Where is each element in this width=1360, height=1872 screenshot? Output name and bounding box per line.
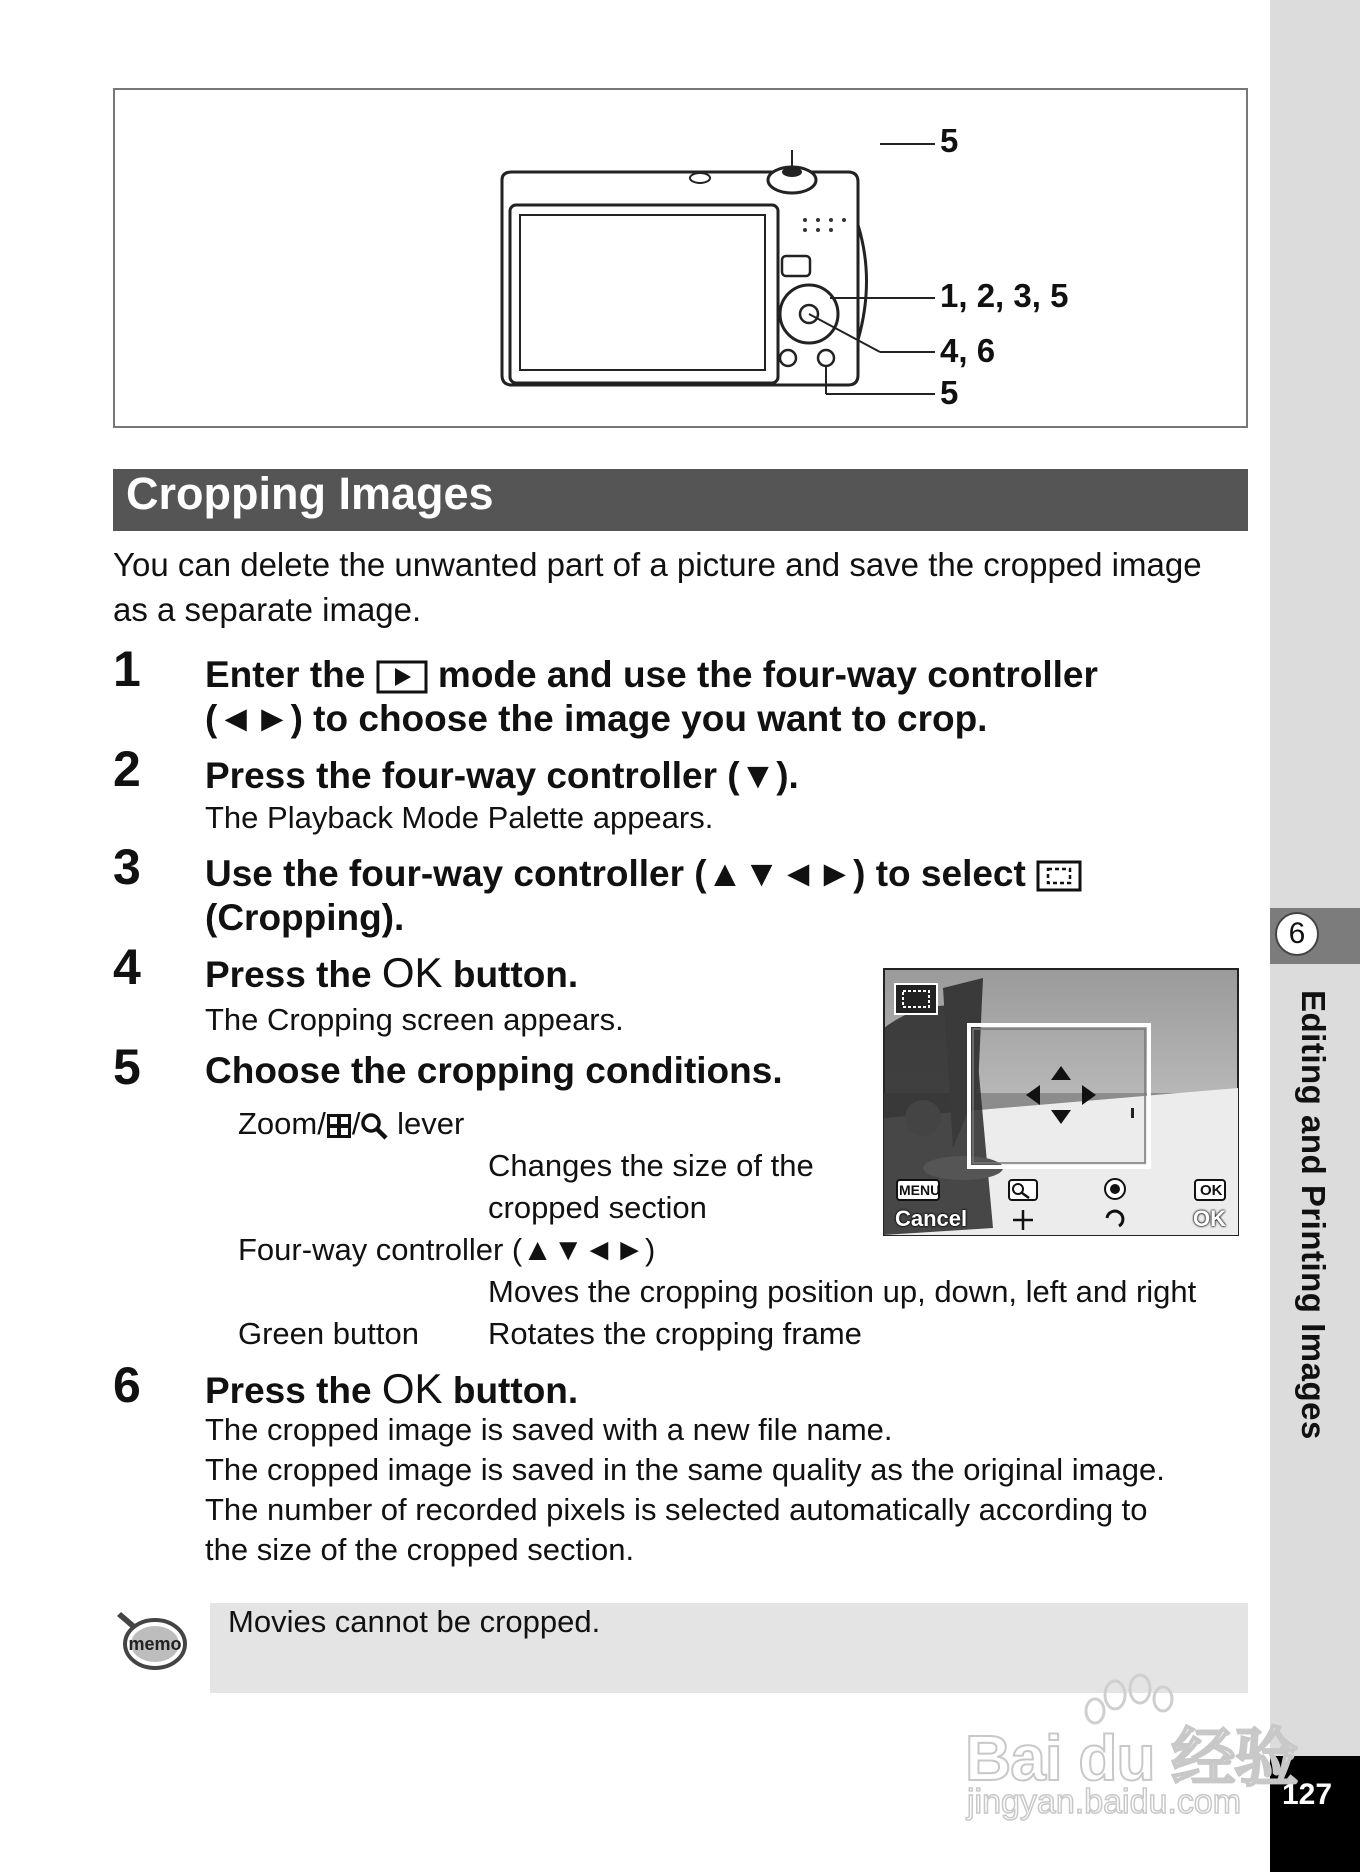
- step-6-body-line: The cropped image is saved with a new file name.: [205, 1412, 893, 1447]
- callout-ok: 4, 6: [940, 332, 996, 369]
- intro-text: You can delete the unwanted part of a picture and save the cropped image as a separate image.: [113, 546, 1202, 628]
- step-1-line-1: [205, 653, 1098, 697]
- fourway-label: Four-way controller (▲▼◄►): [238, 1232, 656, 1267]
- step-6-text: [205, 1367, 578, 1413]
- step-4-sub: The Cropping screen appears.: [205, 1002, 624, 1037]
- zoom-label-b: /: [351, 1106, 361, 1141]
- section-title: Cropping Images: [126, 468, 494, 519]
- watermark-url: jingyan.baidu.com: [967, 1783, 1242, 1821]
- cropping-icon: [1036, 860, 1082, 892]
- callout-green: 5: [940, 374, 959, 411]
- baidu-watermark: [965, 1665, 1298, 1825]
- cropping-screen: [883, 968, 1239, 1236]
- memo-text: Movies cannot be cropped.: [228, 1604, 601, 1639]
- step-1-line-2: (◄►) to choose the image you want to crop.: [205, 698, 988, 739]
- step-1-text-b: mode and use the four-way controller: [437, 654, 1098, 695]
- step-4-text-a: Press the: [205, 954, 372, 995]
- memo-icon-label: memo: [128, 1634, 182, 1654]
- watermark-brand: Bai du 经验: [965, 1722, 1298, 1794]
- step-6-number: 6: [113, 1357, 141, 1413]
- zoom-label: [238, 1106, 464, 1142]
- step-2-sub: The Playback Mode Palette appears.: [205, 800, 714, 835]
- step-3-number: 3: [113, 839, 141, 895]
- ok-button-label-6: OK: [381, 1365, 443, 1412]
- step-3-line-1: [205, 852, 1082, 896]
- callout-fourway: 1, 2, 3, 5: [940, 277, 1069, 314]
- step-3-text-a: Use the four-way controller (▲▼◄►) to select: [205, 853, 1026, 894]
- step-6-body-line: The cropped image is saved in the same quality as the original image.: [205, 1452, 1165, 1487]
- screen-menu-label: MENU: [899, 1182, 941, 1198]
- step-6-body-line: the size of the cropped section.: [205, 1532, 635, 1567]
- step-4-number: 4: [113, 939, 141, 995]
- chapter-number: 6: [1275, 912, 1319, 956]
- page-number: 127: [1270, 1756, 1360, 1872]
- screen-cancel-label: Cancel: [895, 1206, 968, 1231]
- step-1-text-a: Enter the: [205, 654, 366, 695]
- step-3-line-2: (Cropping).: [205, 897, 405, 938]
- green-label: Green button: [238, 1316, 419, 1351]
- camera-back-illustration: [480, 150, 880, 405]
- step-6-body: [205, 1410, 1265, 1570]
- fourway-desc: Moves the cropping position up, down, left and right: [488, 1274, 1197, 1309]
- step-4-text: [205, 951, 578, 997]
- playback-icon: [376, 660, 428, 694]
- step-1-number: 1: [113, 641, 141, 697]
- step-6-body-line: The number of recorded pixels is selected automatically according to: [205, 1492, 1148, 1527]
- thumbnail-icon: [326, 1113, 352, 1139]
- callout-lines: [880, 140, 940, 410]
- screen-ok-top-label: OK: [1200, 1182, 1223, 1199]
- zoom-desc-1: Changes the size of the: [488, 1148, 814, 1183]
- step-2-number: 2: [113, 741, 141, 797]
- step-2-text: Press the four-way controller (▼).: [205, 755, 799, 796]
- step-4-text-b: button.: [452, 954, 579, 995]
- memo-icon: [115, 1608, 187, 1672]
- callout-shutter: 5: [940, 122, 959, 159]
- zoom-label-c: lever: [388, 1106, 465, 1141]
- magnifier-icon: [360, 1112, 388, 1140]
- screen-ok-bottom-label: OK: [1193, 1206, 1226, 1231]
- step-6-text-a: Press the: [205, 1370, 372, 1411]
- step-5-number: 5: [113, 1039, 141, 1095]
- zoom-label-a: Zoom/: [238, 1106, 326, 1141]
- zoom-desc-2: cropped section: [488, 1190, 707, 1225]
- step-6-text-b: button.: [452, 1370, 579, 1411]
- green-desc: Rotates the cropping frame: [488, 1316, 862, 1351]
- ok-button-label: OK: [381, 949, 443, 996]
- step-5-text: Choose the cropping conditions.: [205, 1050, 783, 1091]
- chapter-title: Editing and Printing Images: [1295, 990, 1332, 1440]
